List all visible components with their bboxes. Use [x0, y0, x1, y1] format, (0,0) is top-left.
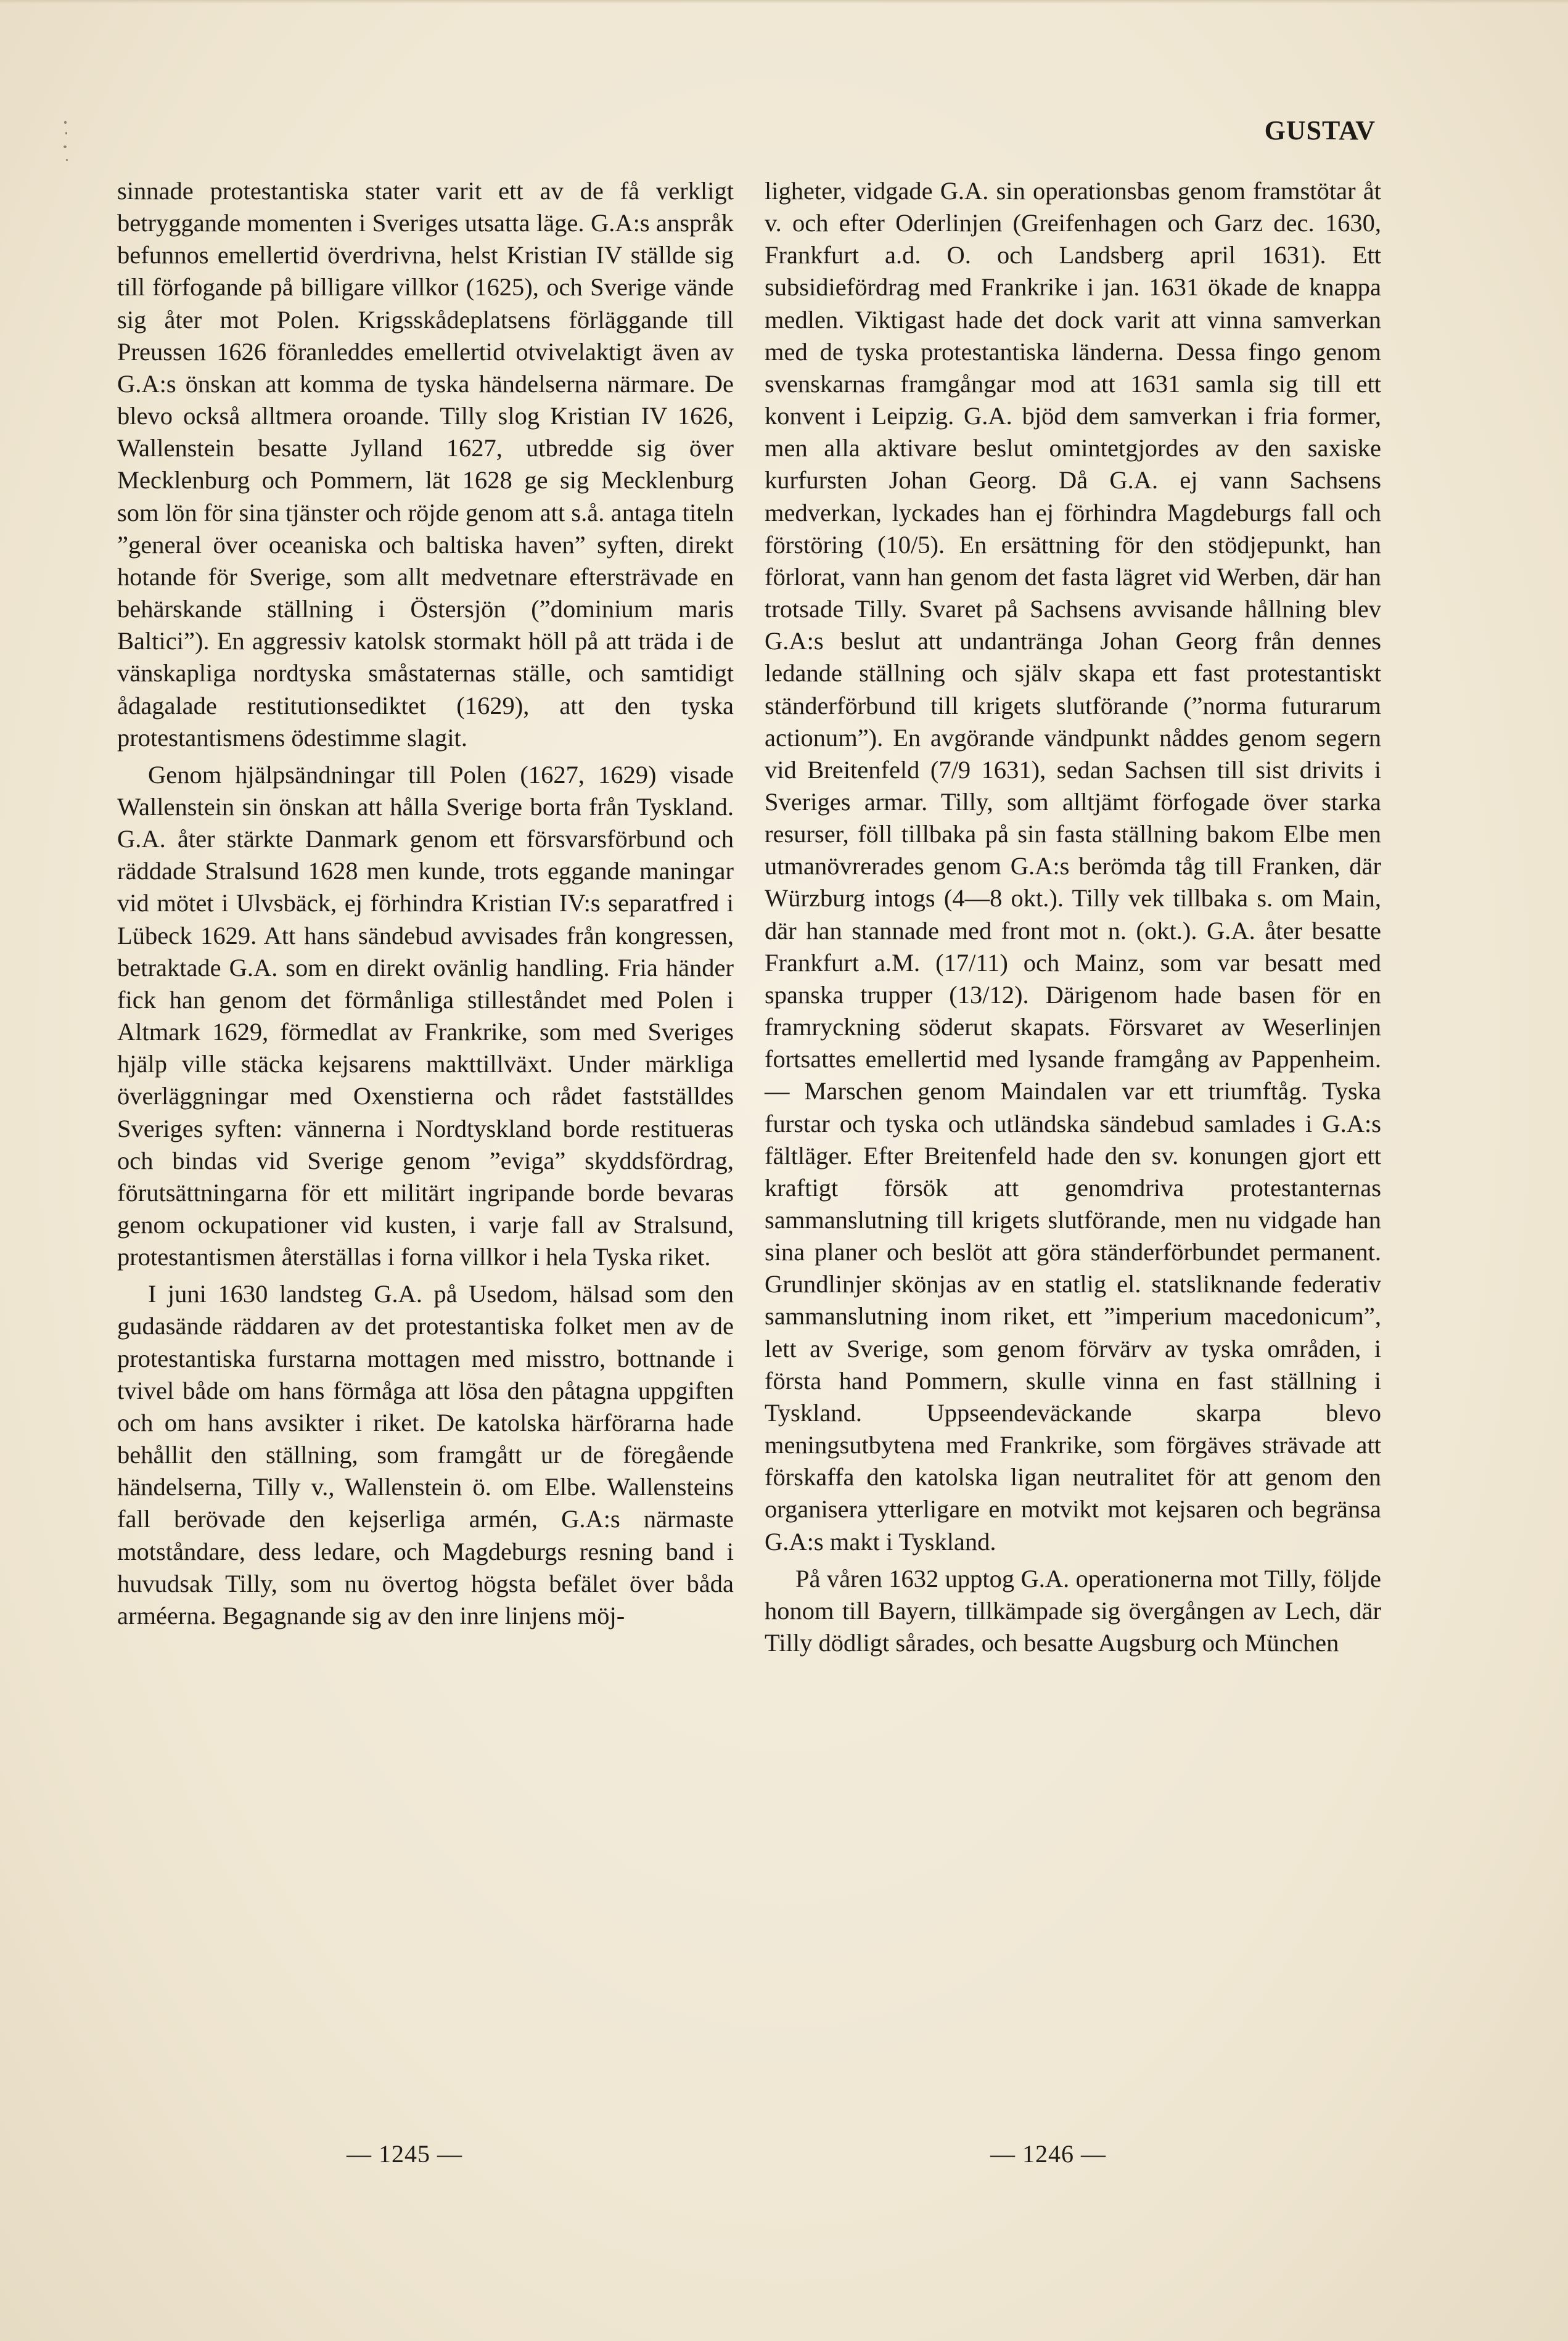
left-paragraph-1: sinnade protestantiska stater varit ett av de få verkligt betryggande momenten i Sveriges utsatta läge. G.A:s anspråk befunnos emellertid överdrivna, helst Kristian IV ställde sig till förfogande på billigare villkor (1625), och Sverige vände sig åter mot Polen. Krigsskådeplatsens förläggande till Preussen 1626 föranleddes emellertid otvivelaktigt även av G.A:s önskan att komma de tyska händelserna närmare. De blevo också alltmera oroande. Tilly slog Kristian IV 1626, Wallenstein besatte Jylland 1627, utbredde sig över Mecklenburg och Pommern, lät 1628 ge sig Mecklenburg som lön för sina tjänster och röjde genom att s.å. antaga titeln ”general över oceaniska och baltiska haven” syften, direkt hotande för Sverige, som allt medvetnare eftersträvade en behärskande ställning i Östersjön (”dominium maris Baltici”). En aggressiv katolsk stormakt höll på att träda i de vänskapliga nordtyska småstaternas ställe, och samtidigt ådagalade restitutionsediktet (1629), att den tyska protestantismens ödestimme slagit. — [117, 177, 734, 752]
right-paragraph-1: ligheter, vidgade G.A. sin operationsbas genom framstötar åt v. och efter Oderlinjen (Greifenhagen och Garz dec. 1630, Frankfurt a.d. O. och Landsberg april 1631). Ett subsidiefördrag med Frankrike i jan. 1631 ökade de knappa medlen. Viktigast hade det dock varit att vinna samverkan med de tyska protestantiska länderna. Dessa fingo genom svenskarnas framgångar mod att 1631 samla sig till ett konvent i Leipzig. G.A. bjöd dem samverkan i fria former, men alla aktivare beslut omintetgjordes av den saxiske kurfursten Johan Georg. Då G.A. ej vann Sachsens medverkan, lyckades han ej förhindra Magdeburgs fall och förstöring (10/5). En ersättning för den stödjepunkt, han förlorat, vann han genom det fasta lägret vid Werben, där han trotsade Tilly. Svaret på Sachsens avvisande hållning blev G.A:s beslut att undantränga Johan Georg från dennes ledande ställning och själv skapa ett fast protestantiskt ständerförbund till krigets slutförande (”norma futurarum actionum”). En avgörande vändpunkt nåddes genom segern vid Breitenfeld (7/9 1631), sedan Sachsen till sist drivits i Sveriges armar. Tilly, som alltjämt förfogade över starka resurser, föll tillbaka på sin fasta ställning bakom Elbe men utmanövrerades genom G.A:s berömda tåg till Franken, där Würzburg intogs (4—8 okt.). Tilly vek tillbaka s. om Main, där han stannade med front mot n. (okt.). G.A. åter besatte Frankfurt a.M. (17/11) och Mainz, som var besatt med spanska trupper (13/12). Därigenom hade basen för en framryckning söderut skapats. Försvaret av Weserlinjen fortsattes emellertid med lysande framgång av Pappenheim. — Marschen genom Maindalen var ett triumftåg. Tyska furstar och tyska och utländska sändebud samlades i G.A:s fältläger. Efter Breitenfeld hade den sv. konungen gjort ett kraftigt försök att genomdriva protestanternas sammanslutning till krigets slutförande, men nu vidgade han sina planer och beslöt att göra ständerförbundet permanent. Grundlinjer skönjas av en statlig el. statsliknande federativ sammanslutning inom riket, ett ”imperium macedonicum”, lett av Sverige, som genom förvärv av tyska områden, i första hand Pommern, skulle vinna en fast ställning i Tyskland. Uppseendeväckande skarpa blevo meningsutbytena med Frankrike, som förgäves strävade att förskaffa den katolska ligan neutralitet för att genom den organisera ytterligare en motvikt mot kejsaren och begränsa G.A:s makt i Tyskland. — [765, 177, 1381, 1556]
right-paragraph-2: På våren 1632 upptog G.A. operationerna mot Tilly, följde honom till Bayern, tillkämpade sig övergången av Lech, där Tilly dödligt sårades, och besatte Augsburg och München — [765, 1564, 1381, 1657]
page-number-left: — 1245 — — [347, 2140, 462, 2168]
page-top-edge — [0, 0, 1568, 4]
print-specks — [62, 121, 70, 176]
left-paragraph-2: Genom hjälpsändningar till Polen (1627, 1629) visade Wallenstein sin önskan att hålla Sverige borta från Tyskland. G.A. åter stärkte Danmark genom ett försvarsförbund och räddade Stralsund 1628 men kunde, trots eggande maningar vid mötet i Ulvsbäck, ej förhindra Kristian IV:s separatfred i Lübeck 1629. Att hans sändebud avvisades från kongressen, betraktade G.A. som en direkt ovänlig handling. Fria händer fick han genom det förmånliga stilleståndet med Polen i Altmark 1629, förmedlat av Frankrike, som med Sveriges hjälp ville stäcka kejsarens makttillväxt. Under märkliga överläggningar med Oxenstierna och rådet fastställdes Sveriges syften: vännerna i Nordtyskland borde restitueras och bindas vid Sverige genom ”eviga” skyddsfördrag, förutsättningarna för ett militärt ingripande borde bevaras genom ockupationer vid kusten, i varje fall av Stralsund, protestantismen återställas i forna villkor i hela Tyska riket. — [117, 760, 734, 1271]
page-number-right: — 1246 — — [990, 2140, 1106, 2168]
left-column — [117, 175, 734, 1632]
left-paragraph-3: I juni 1630 landsteg G.A. på Usedom, hälsad som den gudasände räddaren av det protestantiska folket men av de protestantiska furstarna mottagen med misstro, bottnande i tvivel både om hans förmåga att lösa den påtagna uppgiften och om hans avsikter i riket. De katolska härförarna hade behållit den ställning, som framgått ur de föregående händelserna, Tilly v., Wallenstein ö. om Elbe. Wallensteins fall berövade den kejserliga armén, G.A:s närmaste motståndare, dess ledare, och Magdeburgs resning band i huvudsak Tilly, som nu övertog högsta befälet över båda arméerna. Begagnande sig av den inre linjens möj- — [117, 1280, 734, 1630]
running-head: GUSTAV — [1264, 115, 1376, 146]
right-column — [765, 175, 1381, 1659]
